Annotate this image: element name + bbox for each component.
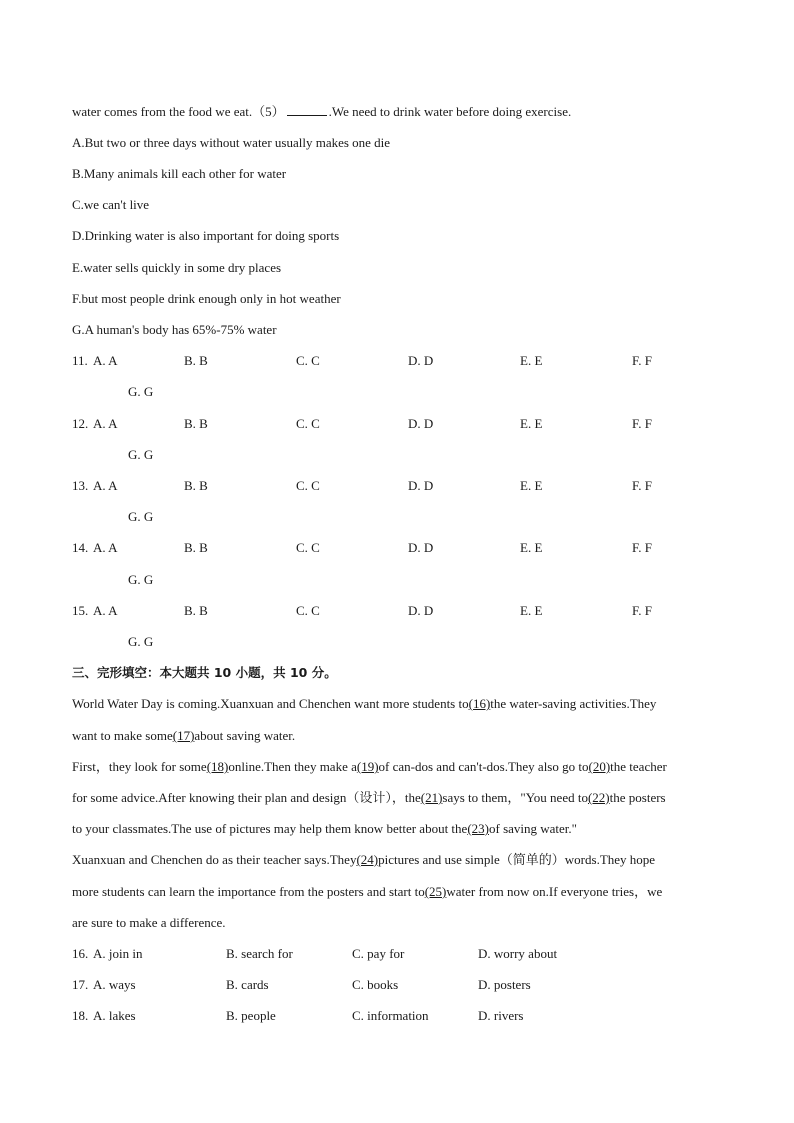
option-c: C. C xyxy=(296,540,320,555)
option-a: A. A xyxy=(93,603,118,618)
blank-number: (18) xyxy=(206,759,229,774)
option-a: A. ways xyxy=(93,977,136,992)
option-c: C. C xyxy=(296,603,320,618)
question-number: 13. xyxy=(72,478,89,493)
option-f: F. F xyxy=(632,540,652,555)
choice-d: D.Drinking water is also important for doing sports xyxy=(72,228,340,243)
question-number: 11. xyxy=(72,353,88,368)
option-a: A. A xyxy=(93,353,118,368)
blank-number: (24) xyxy=(356,852,379,867)
option-g: G. G xyxy=(128,634,154,649)
option-c: C. pay for xyxy=(352,946,405,961)
option-g: G. G xyxy=(128,384,154,399)
option-f: F. F xyxy=(632,416,652,431)
option-a: A. join in xyxy=(93,946,143,961)
cloze-text: of can-dos and can't-dos.They also go to xyxy=(378,759,589,774)
option-d: D. D xyxy=(408,353,434,368)
option-b: B. people xyxy=(226,1008,276,1023)
option-d: D. D xyxy=(408,540,434,555)
blank-number: (19) xyxy=(356,759,379,774)
option-f: F. F xyxy=(632,603,652,618)
cloze-text: Xuanxuan and Chenchen do as their teacher says.They xyxy=(72,852,357,867)
cloze-line xyxy=(72,695,656,713)
cloze-text: more students can learn the importance from the posters and start to xyxy=(72,884,425,899)
option-e: E. E xyxy=(520,416,543,431)
option-f: F. F xyxy=(632,353,652,368)
option-e: E. E xyxy=(520,353,543,368)
option-c: C. C xyxy=(296,353,320,368)
choice-b: B.Many animals kill each other for water xyxy=(72,166,287,181)
cloze-line xyxy=(72,883,662,901)
option-c: C. books xyxy=(352,977,399,992)
answer-blank xyxy=(287,103,327,116)
passage-line xyxy=(72,103,571,121)
cloze-text: are sure to make a difference. xyxy=(72,915,226,930)
option-a: A. lakes xyxy=(93,1008,136,1023)
question-number: 15. xyxy=(72,603,89,618)
cloze-text: First，they look for some xyxy=(72,759,207,774)
section-heading: 三、完形填空：本大题共 10 小题，共 10 分。 xyxy=(72,665,337,680)
option-g: G. G xyxy=(128,572,154,587)
option-g: G. G xyxy=(128,447,154,462)
cloze-text: says to them，"You need to xyxy=(442,790,588,805)
option-d: D. D xyxy=(408,416,434,431)
option-c: C. C xyxy=(296,416,320,431)
cloze-text: want to make some xyxy=(72,728,173,743)
cloze-line xyxy=(72,789,666,807)
passage-text: .We need to drink water before doing exercise. xyxy=(328,104,572,119)
cloze-line xyxy=(72,727,295,745)
cloze-text: the posters xyxy=(609,790,666,805)
blank-number: (25) xyxy=(424,884,447,899)
option-d: D. D xyxy=(408,478,434,493)
blank-number: (20) xyxy=(588,759,611,774)
cloze-text: water from now on.If everyone tries，we xyxy=(446,884,663,899)
option-d: D. posters xyxy=(478,977,531,992)
cloze-line xyxy=(72,851,655,869)
cloze-line xyxy=(72,758,667,776)
blank-number: (16) xyxy=(468,696,491,711)
blank-number: (23) xyxy=(467,821,489,836)
blank-number: (17) xyxy=(172,728,195,743)
option-e: E. E xyxy=(520,540,543,555)
passage-text: water comes from the food we eat.（5） xyxy=(72,104,285,119)
option-a: A. A xyxy=(93,416,118,431)
option-a: A. A xyxy=(93,540,118,555)
cloze-text: online.Then they make a xyxy=(228,759,357,774)
option-c: C. information xyxy=(352,1008,429,1023)
question-number: 14. xyxy=(72,540,89,555)
cloze-line xyxy=(72,820,577,838)
option-c: C. C xyxy=(296,478,320,493)
option-f: F. F xyxy=(632,478,652,493)
cloze-text: pictures and use simple（简单的）words.They hope xyxy=(378,852,656,867)
question-number: 18. xyxy=(72,1008,89,1023)
cloze-text: to your classmates.The use of pictures may help them know better about the xyxy=(72,821,468,836)
option-b: B. B xyxy=(184,416,208,431)
cloze-text: the water-saving activities.They xyxy=(490,696,657,711)
cloze-text: about saving water. xyxy=(194,728,296,743)
blank-number: (22) xyxy=(587,790,610,805)
cloze-text: the teacher xyxy=(610,759,667,774)
cloze-text: World Water Day is coming.Xuanxuan and Chenchen want more students to xyxy=(72,696,469,711)
option-e: E. E xyxy=(520,478,543,493)
option-b: B. B xyxy=(184,353,208,368)
option-b: B. B xyxy=(184,478,208,493)
cloze-text: for some advice.After knowing their plan and design（设计），the xyxy=(72,790,421,805)
question-number: 17. xyxy=(72,977,89,992)
option-b: B. B xyxy=(184,603,208,618)
cloze-text: of saving water." xyxy=(488,821,577,836)
option-b: B. search for xyxy=(226,946,293,961)
option-d: D. worry about xyxy=(478,946,558,961)
choice-a: A.But two or three days without water usually makes one die xyxy=(72,135,391,150)
choice-f: F.but most people drink enough only in hot weather xyxy=(72,291,341,306)
question-number: 12. xyxy=(72,416,89,431)
option-d: D. rivers xyxy=(478,1008,524,1023)
option-b: B. cards xyxy=(226,977,269,992)
option-b: B. B xyxy=(184,540,208,555)
choice-c: C.we can't live xyxy=(72,197,150,212)
question-number: 16. xyxy=(72,946,89,961)
blank-number: (21) xyxy=(420,790,443,805)
option-e: E. E xyxy=(520,603,543,618)
choice-e: E.water sells quickly in some dry places xyxy=(72,260,282,275)
cloze-line xyxy=(72,914,226,932)
option-a: A. A xyxy=(93,478,118,493)
option-g: G. G xyxy=(128,509,154,524)
choice-g: G.A human's body has 65%-75% water xyxy=(72,322,277,337)
option-d: D. D xyxy=(408,603,434,618)
